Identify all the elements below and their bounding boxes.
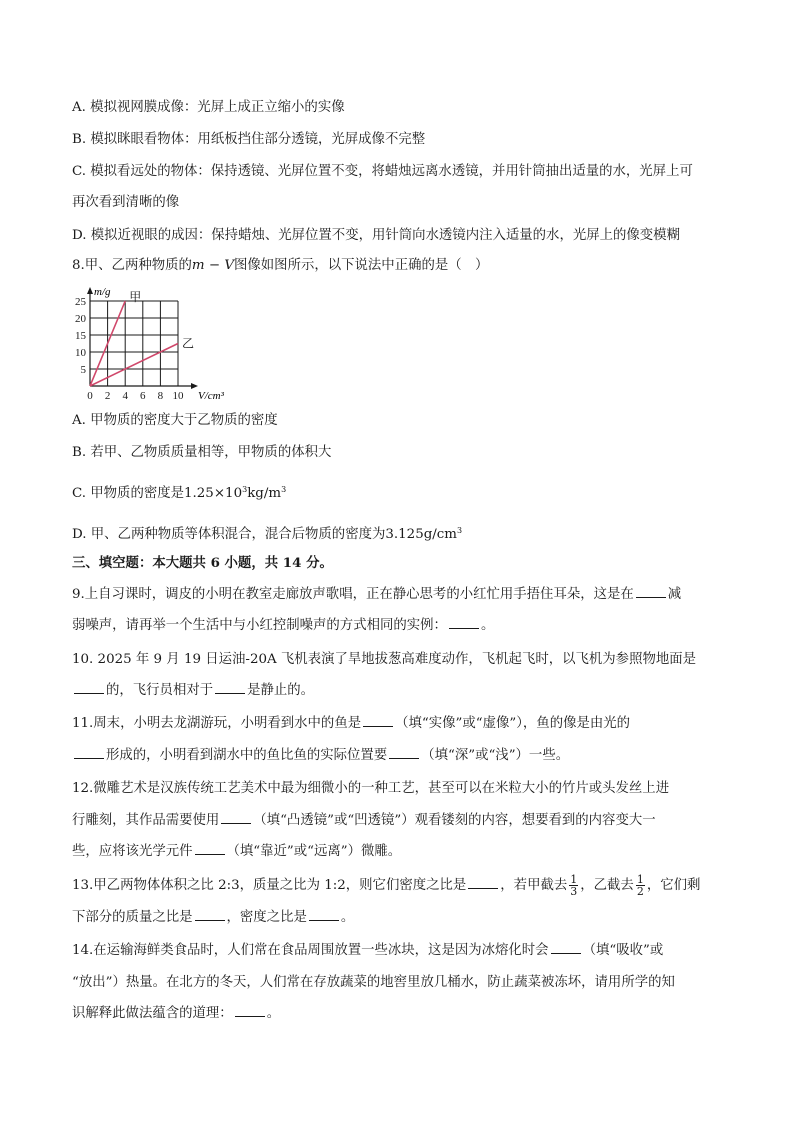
q11-l1b: （填“实像”或“虚像”），鱼的像是由光的: [395, 716, 631, 731]
q9-l1b: 减: [667, 587, 682, 602]
frac1-num: 1: [570, 873, 578, 886]
y-tick-label: 10: [75, 347, 86, 359]
answer-blank[interactable]: [195, 842, 225, 855]
answer-blank[interactable]: [195, 908, 225, 921]
q12-line2: [72, 810, 656, 832]
fraction-one-third: [569, 874, 578, 897]
q13-l2a: 下部分的质量之比是: [72, 910, 193, 925]
y-tick-label: 25: [75, 296, 86, 308]
series-label: 乙: [182, 336, 195, 351]
q11-l2a: 形成的，小明看到湖水中的鱼比鱼的实际位置要: [106, 748, 388, 763]
q13-l1d: ，它们剩: [646, 878, 701, 893]
chart-grid: [90, 301, 178, 386]
q7-option-a: A. 模拟视网膜成像：光屏上成正立缩小的实像: [72, 100, 345, 115]
answer-blank[interactable]: [74, 681, 104, 694]
answer-blank[interactable]: [309, 908, 339, 921]
q9-line2: [72, 615, 494, 637]
q14-l1b: （填“吸收”或: [582, 943, 664, 958]
q8-option-c-unit-exp: 3: [281, 485, 287, 494]
q8-stem-b: 图像如图所示，以下说法中正确的是（ ）: [234, 258, 489, 273]
q12-l3b: （填“靠近”或“远离”）微雕。: [226, 844, 402, 859]
q13-l1a: 13.甲乙两物体体积之比 2:3，质量之比为 1:2，则它们密度之比是: [72, 878, 467, 893]
q13-l1c: ，乙截去: [580, 878, 634, 893]
q14-l1a: 14.在运输海鲜类食品时，人们常在食品周围放置一些冰块，这是因为冰熔化时会: [72, 943, 549, 958]
y-tick-label: 5: [80, 364, 86, 376]
m-v-chart: [68, 283, 238, 408]
q13-line2: [72, 907, 354, 929]
q8-option-c-value: 1.25×10: [184, 486, 243, 501]
q10-line1: 10. 2025 年 9 月 19 日运油-20A 飞机表演了旱地拔葱高难度动作，飞机起飞时，以飞机为参照物地面是: [72, 652, 697, 667]
q13-line1: [72, 874, 700, 897]
y-axis-label: m/g: [94, 286, 111, 298]
q12-l3a: 些，应将该光学元件: [72, 844, 193, 859]
q13-l1b: ，若甲截去: [500, 878, 568, 893]
q14-line3: [72, 1003, 280, 1025]
q8-option-d-value: 3.125g/cm: [385, 527, 457, 542]
q9-l2b: 。: [480, 618, 495, 633]
q12-line1: 12.微雕艺术是汉族传统工艺美术中最为细微小的一种工艺，甚至可以在米粒大小的竹片或头发丝上进: [72, 781, 670, 796]
q7-option-c-line1: C. 模拟看远处的物体：保持透镜、光屏位置不变，将蜡烛远离水透镜，并用针筒抽出适量的水，光屏上可: [72, 164, 693, 179]
q8-formula: m − V: [191, 258, 235, 273]
answer-blank[interactable]: [449, 616, 479, 629]
x-axis-arrow: [191, 383, 198, 389]
q13-l2b: ，密度之比是: [226, 910, 307, 925]
answer-blank[interactable]: [389, 746, 419, 759]
answer-blank[interactable]: [551, 941, 581, 954]
q12-line3: [72, 841, 401, 863]
frac2-den: 2: [636, 885, 644, 898]
q13-l2c: 。: [340, 910, 355, 925]
answer-blank[interactable]: [235, 1004, 265, 1017]
q8-option-d: [72, 520, 462, 546]
y-tick-label: 15: [75, 330, 86, 342]
q9-l2a: 弱噪声，请再举一个生活中与小红控制噪声的方式相同的实例：: [72, 618, 447, 633]
answer-blank[interactable]: [74, 746, 104, 759]
q8-option-d-text: D. 甲、乙两种物质等体积混合，混合后物质的密度为: [72, 527, 386, 542]
q8-option-c: [72, 479, 286, 505]
q8-option-b: B. 若甲、乙物质质量相等，甲物质的体积大: [72, 445, 332, 460]
q12-l2b: （填“凸透镜”或“凹透镜”）观看镂刻的内容，想要看到的内容变大一: [253, 813, 656, 828]
frac2-num: 1: [636, 873, 644, 886]
answer-blank[interactable]: [468, 876, 498, 889]
q10-line2: [72, 680, 314, 702]
q14-line1: [72, 940, 663, 962]
q11-l1a: 11.周末，小明去龙湖游玩，小明看到水中的鱼是: [72, 716, 362, 731]
fraction-one-half: [636, 874, 645, 897]
q12-l2a: 行雕刻，其作品需要使用: [72, 813, 220, 828]
answer-blank[interactable]: [636, 585, 666, 598]
series-label: 甲: [129, 290, 142, 304]
section-3-title: 三、填空题：本大题共 6 小题，共 14 分。: [72, 555, 333, 571]
q11-l2b: （填“深”或“浅”）一些。: [421, 748, 570, 763]
q14-l3a: 识解释此做法蕴含的道理：: [72, 1006, 233, 1021]
q8-option-c-unit: kg/m: [247, 486, 282, 501]
q10-l2b: 是静止的。: [247, 683, 315, 698]
q14-line2: “放出”）热量。在北方的冬天，人们常在存放蔬菜的地窖里放几桶水，防止蔬菜被冻坏，请用所学的知: [72, 975, 675, 990]
q8-option-c-exp: 3: [242, 485, 248, 494]
answer-blank[interactable]: [215, 681, 245, 694]
q9-line1: [72, 584, 681, 606]
y-tick-label: 20: [75, 313, 86, 325]
q8-option-c-text: C. 甲物质的密度是: [72, 486, 185, 501]
q11-line1: [72, 713, 630, 735]
q7-option-b: B. 模拟眯眼看物体：用纸板挡住部分透镜，光屏成像不完整: [72, 132, 426, 147]
q7-option-d: D. 模拟近视眼的成因：保持蜡烛、光屏位置不变，用针筒向水透镜内注入适量的水，光屏上的像变模糊: [72, 228, 680, 243]
y-axis-arrow: [87, 287, 93, 294]
x-axis-label: V/cm³: [198, 390, 224, 402]
q8-stem: [72, 255, 488, 277]
q14-l3b: 。: [266, 1006, 281, 1021]
x-tick-label: 2: [104, 390, 111, 402]
answer-blank[interactable]: [363, 714, 393, 727]
q10-l2a: 的，飞行员相对于: [106, 683, 214, 698]
q7-option-c-line2: 再次看到清晰的像: [72, 195, 180, 210]
q8-option-d-exp: 3: [457, 526, 463, 535]
q8-option-a: A. 甲物质的密度大于乙物质的密度: [72, 413, 278, 428]
x-tick-label: 8: [157, 390, 164, 402]
x-tick-label: 4: [122, 390, 128, 402]
answer-blank[interactable]: [221, 811, 251, 824]
q9-l1a: 9.上自习课时，调皮的小明在教室走廊放声歌唱，正在静心思考的小红忙用手捂住耳朵，这是在: [72, 587, 634, 602]
series-line: [90, 344, 178, 387]
frac1-den: 3: [570, 885, 578, 898]
x-tick-label: 6: [140, 390, 146, 402]
q8-stem-a: 8.甲、乙两种物质的: [72, 258, 192, 273]
x-tick-label: 10: [172, 390, 184, 402]
q11-line2: [72, 745, 569, 767]
x-tick-label: 0: [87, 390, 93, 402]
